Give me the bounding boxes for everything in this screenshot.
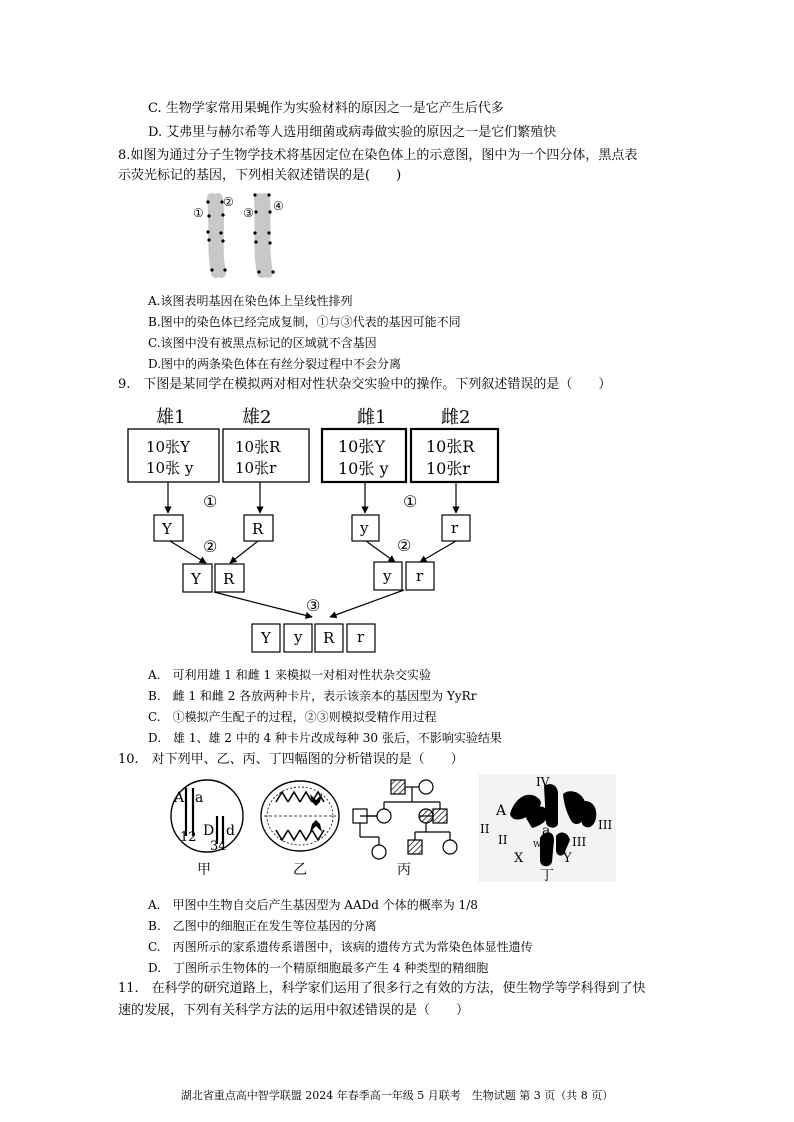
jia-gene-A: A bbox=[174, 790, 185, 806]
q10-option-d: D. 丁图所示生物体的一个精原细胞最多产生 4 种类型的精细胞 bbox=[148, 961, 489, 975]
figure-bing bbox=[353, 780, 457, 878]
page-footer: 湖北省重点高中智学联盟 2024 年春季高一年级 5 月联考 生物试题 第 3 页（共 8 页） bbox=[180, 1089, 614, 1102]
q8-option-d: D.图中的两条染色体在有丝分裂过程中不会分离 bbox=[148, 357, 402, 371]
bucket-female1-line1: 10张Y bbox=[338, 437, 385, 456]
bucket-male2-line1: 10张R bbox=[235, 438, 281, 456]
q8-stem-line2: 示荧光标记的基因，下列相关叙述错误的是( ) bbox=[118, 168, 402, 183]
final-card-3: R bbox=[323, 629, 335, 647]
bucket-female1-line2: 10张 y bbox=[338, 459, 389, 478]
q8-option-c: C.该图中没有被黑点标记的区域就不含基因 bbox=[148, 336, 377, 350]
pair-left-r: R bbox=[223, 570, 235, 588]
q7-option-d: D. 艾弗里与赫尔希等人选用细菌或病毒做实验的原因之一是它们繁殖快 bbox=[148, 125, 557, 140]
figure-ding bbox=[478, 774, 616, 884]
ding-label-II-2: II bbox=[498, 833, 508, 847]
q8-stem-line1: 8.如图为通过分子生物学技术将基因定位在染色体上的示意图，图中为一个四分体，黑点表 bbox=[118, 148, 638, 163]
pair-left-y: Y bbox=[191, 570, 201, 588]
bucket-name-male2: 雄2 bbox=[242, 407, 272, 428]
card-male2: R bbox=[252, 520, 264, 538]
q8-label-4: ④ bbox=[273, 199, 284, 213]
ding-label-IV: IV bbox=[536, 775, 550, 789]
bucket-male2-line2: 10张r bbox=[235, 459, 277, 477]
pair-right-y: y bbox=[383, 567, 392, 585]
label-yi: 乙 bbox=[293, 862, 307, 878]
q8-tetrad-figure bbox=[185, 188, 295, 280]
q8-option-a: A.该图表明基因在染色体上呈线性排列 bbox=[148, 294, 353, 308]
q7-option-c: C. 生物学家常用果蝇作为实验材料的原因之一是它产生后代多 bbox=[148, 101, 504, 116]
card-female1: y bbox=[360, 519, 369, 537]
q9-option-a: A. 可利用雄 1 和雌 1 来模拟一对相对性状杂交实验 bbox=[148, 668, 432, 682]
label-bing: 丙 bbox=[397, 862, 411, 878]
q9-stem: 9. 下图是某同学在模拟两对相对性状杂交实验中的操作。下列叙述错误的是（ ） bbox=[118, 377, 612, 392]
step1-right: ① bbox=[403, 492, 418, 511]
jia-gene-D: D bbox=[203, 823, 215, 839]
q10-option-a: A. 甲图中生物自交后产生基因型为 AADd 个体的概率为 1/8 bbox=[148, 898, 478, 912]
q10-figures bbox=[160, 772, 618, 886]
bucket-female2-line1: 10张R bbox=[426, 437, 475, 456]
q10-option-c: C. 丙图所示的家系遗传系谱图中，该病的遗传方式为常染色体显性遗传 bbox=[148, 940, 533, 954]
q8-label-1: ① bbox=[193, 206, 204, 220]
q8-label-2: ② bbox=[223, 195, 234, 209]
bucket-name-female2: 雌2 bbox=[441, 407, 471, 428]
bucket-name-male1: 雄1 bbox=[156, 407, 186, 428]
q10-option-b: B. 乙图中的细胞正在发生等位基因的分离 bbox=[148, 919, 377, 933]
jia-gene-d: d bbox=[226, 823, 235, 839]
q8-label-3: ③ bbox=[243, 206, 254, 220]
label-jia: 甲 bbox=[197, 862, 211, 878]
ding-label-III: III bbox=[598, 818, 613, 832]
bucket-name-female1: 雌1 bbox=[357, 407, 387, 428]
ding-gene-a: a bbox=[542, 823, 551, 839]
q9-option-c: C. ①模拟产生配子的过程，②③则模拟受精作用过程 bbox=[148, 710, 437, 724]
q11-stem-line1: 11. 在科学的研究道路上，科学家们运用了很多行之有效的方法，使生物学等学科得到了快 bbox=[118, 981, 646, 996]
final-card-2: y bbox=[294, 628, 303, 646]
bucket-male1-line2: 10张 y bbox=[146, 459, 194, 477]
ding-label-II: II bbox=[480, 822, 490, 836]
step2-right: ② bbox=[397, 536, 412, 555]
jia-gene-a: a bbox=[195, 790, 204, 806]
bucket-male1-line1: 10张Y bbox=[146, 438, 190, 456]
step3: ③ bbox=[306, 596, 321, 615]
figure-yi bbox=[261, 781, 339, 878]
q9-option-d: D. 雄 1、雄 2 中的 4 种卡片改成每种 30 张后，不影响实验结果 bbox=[148, 731, 502, 745]
jia-num-12: 12 bbox=[180, 830, 197, 845]
q11-stem-line2: 速的发展，下列有关科学方法的运用中叙述错误的是（ ） bbox=[118, 1003, 470, 1018]
figure-jia bbox=[171, 780, 243, 878]
label-ding: 丁 bbox=[540, 868, 554, 884]
final-card-1: Y bbox=[261, 629, 271, 647]
card-female2: r bbox=[451, 519, 459, 537]
card-male1: Y bbox=[162, 520, 172, 538]
pair-right-r: r bbox=[416, 567, 424, 585]
ding-chrom-Y: Y bbox=[563, 851, 572, 866]
ding-gene-W: W bbox=[533, 840, 542, 849]
q10-stem: 10. 对下列甲、乙、丙、丁四幅图的分析错误的是（ ） bbox=[118, 752, 464, 767]
q9-option-b: B. 雌 1 和雌 2 各放两种卡片，表示该亲本的基因型为 YyRr bbox=[148, 689, 477, 703]
jia-num-34: 34 bbox=[210, 839, 227, 854]
step2-left: ② bbox=[203, 537, 218, 556]
bucket-female2-line2: 10张r bbox=[426, 459, 471, 478]
ding-chrom-X: X bbox=[514, 851, 524, 866]
step1-left: ① bbox=[203, 492, 218, 511]
q9-simulation-diagram bbox=[120, 398, 540, 660]
ding-label-III-2: III bbox=[572, 835, 587, 849]
final-card-4: r bbox=[357, 628, 365, 646]
ding-gene-A: A bbox=[496, 803, 507, 819]
q8-option-b: B.图中的染色体已经完成复制，①与③代表的基因可能不同 bbox=[148, 315, 461, 329]
